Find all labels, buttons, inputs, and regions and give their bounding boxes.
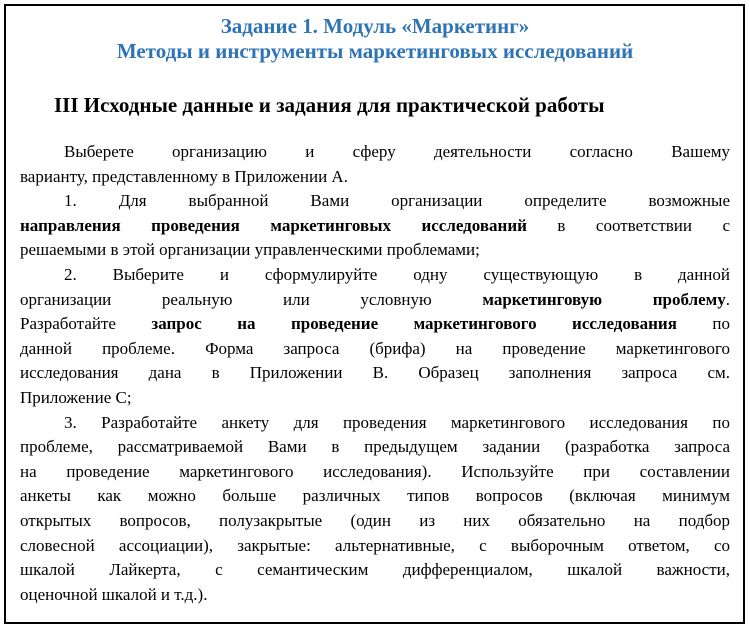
text-segment: решаемыми в этой организации управленческими проблемами; [20,240,480,260]
text-segment: варианту, представленному в Приложении А. [20,166,348,186]
text-segment: 1. Для выбранной Вами организации определите возможные [64,191,730,211]
paragraph [20,263,730,411]
text-segment: открытых вопросов, полузакрытые (один из них обязательно на подбор [20,510,730,530]
text-segment: словесной ассоциации), закрытые: альтернативные, с выборочным ответом, со [20,535,730,555]
section-heading: III Исходные данные и задания для практической работы [54,93,605,117]
paragraph [20,411,730,608]
text-segment: шкалой Лайкерта, с семантическим дифференциалом, шкалой важности, [20,560,730,580]
document-title-line-1: Задание 1. Модуль «Маркетинг» [220,14,530,38]
text-line [20,165,730,190]
text-segment: Приложение С; [20,387,132,407]
text-segment: Разработайте [20,314,152,334]
text-segment: организации реальную или условную [20,289,483,309]
text-line [20,460,730,485]
text-line [20,189,730,214]
page-border-frame [4,4,745,624]
document-body [20,140,730,607]
text-segment: 2. Выберите и сформулируйте одну существующую в данной [64,264,730,284]
text-segment: . [725,289,730,309]
text-line [20,386,730,411]
text-line [20,361,730,386]
text-segment: Выберете организацию и сферу деятельности согласно Вашему [64,142,730,161]
text-line [20,411,730,436]
bold-text-segment: направления проведения маркетинговых исследований [20,215,527,235]
text-line [20,238,730,263]
text-segment: оценочной шкалой и т.д.). [20,584,208,604]
bold-text-segment: маркетинговую проблему [482,289,726,309]
text-segment: проблеме, рассматриваемой Вами в предыдущем задании (разработка запроса [20,437,730,457]
text-line [20,337,730,362]
text-segment: на проведение маркетингового исследования). Используйте при составлении [20,461,730,481]
text-line [20,263,730,288]
text-line [20,558,730,583]
document-title-line-2: Методы и инструменты маркетинговых исследований [116,39,634,63]
text-line [20,312,730,337]
bold-text-segment: запрос на проведение маркетингового исследования [151,314,677,334]
text-segment: данной проблеме. Форма запроса (брифа) на проведение маркетингового [20,338,730,358]
text-line [20,509,730,534]
text-segment: 3. Разработайте анкету для проведения маркетингового исследования по [64,412,730,432]
text-line [20,534,730,559]
text-line [20,288,730,313]
paragraph [20,140,730,189]
text-segment: анкеты как можно больше различных типов вопросов (включая минимум [20,486,730,506]
text-line [20,484,730,509]
document-title [20,14,730,64]
text-line [20,214,730,239]
text-segment: по [676,314,730,334]
text-segment: исследования дана в Приложении В. Образец заполнения запроса см. [20,363,730,383]
paragraph [20,189,730,263]
text-line [20,140,730,165]
text-line [20,583,730,608]
text-segment: в соответствии с [526,215,730,235]
text-line [20,435,730,460]
